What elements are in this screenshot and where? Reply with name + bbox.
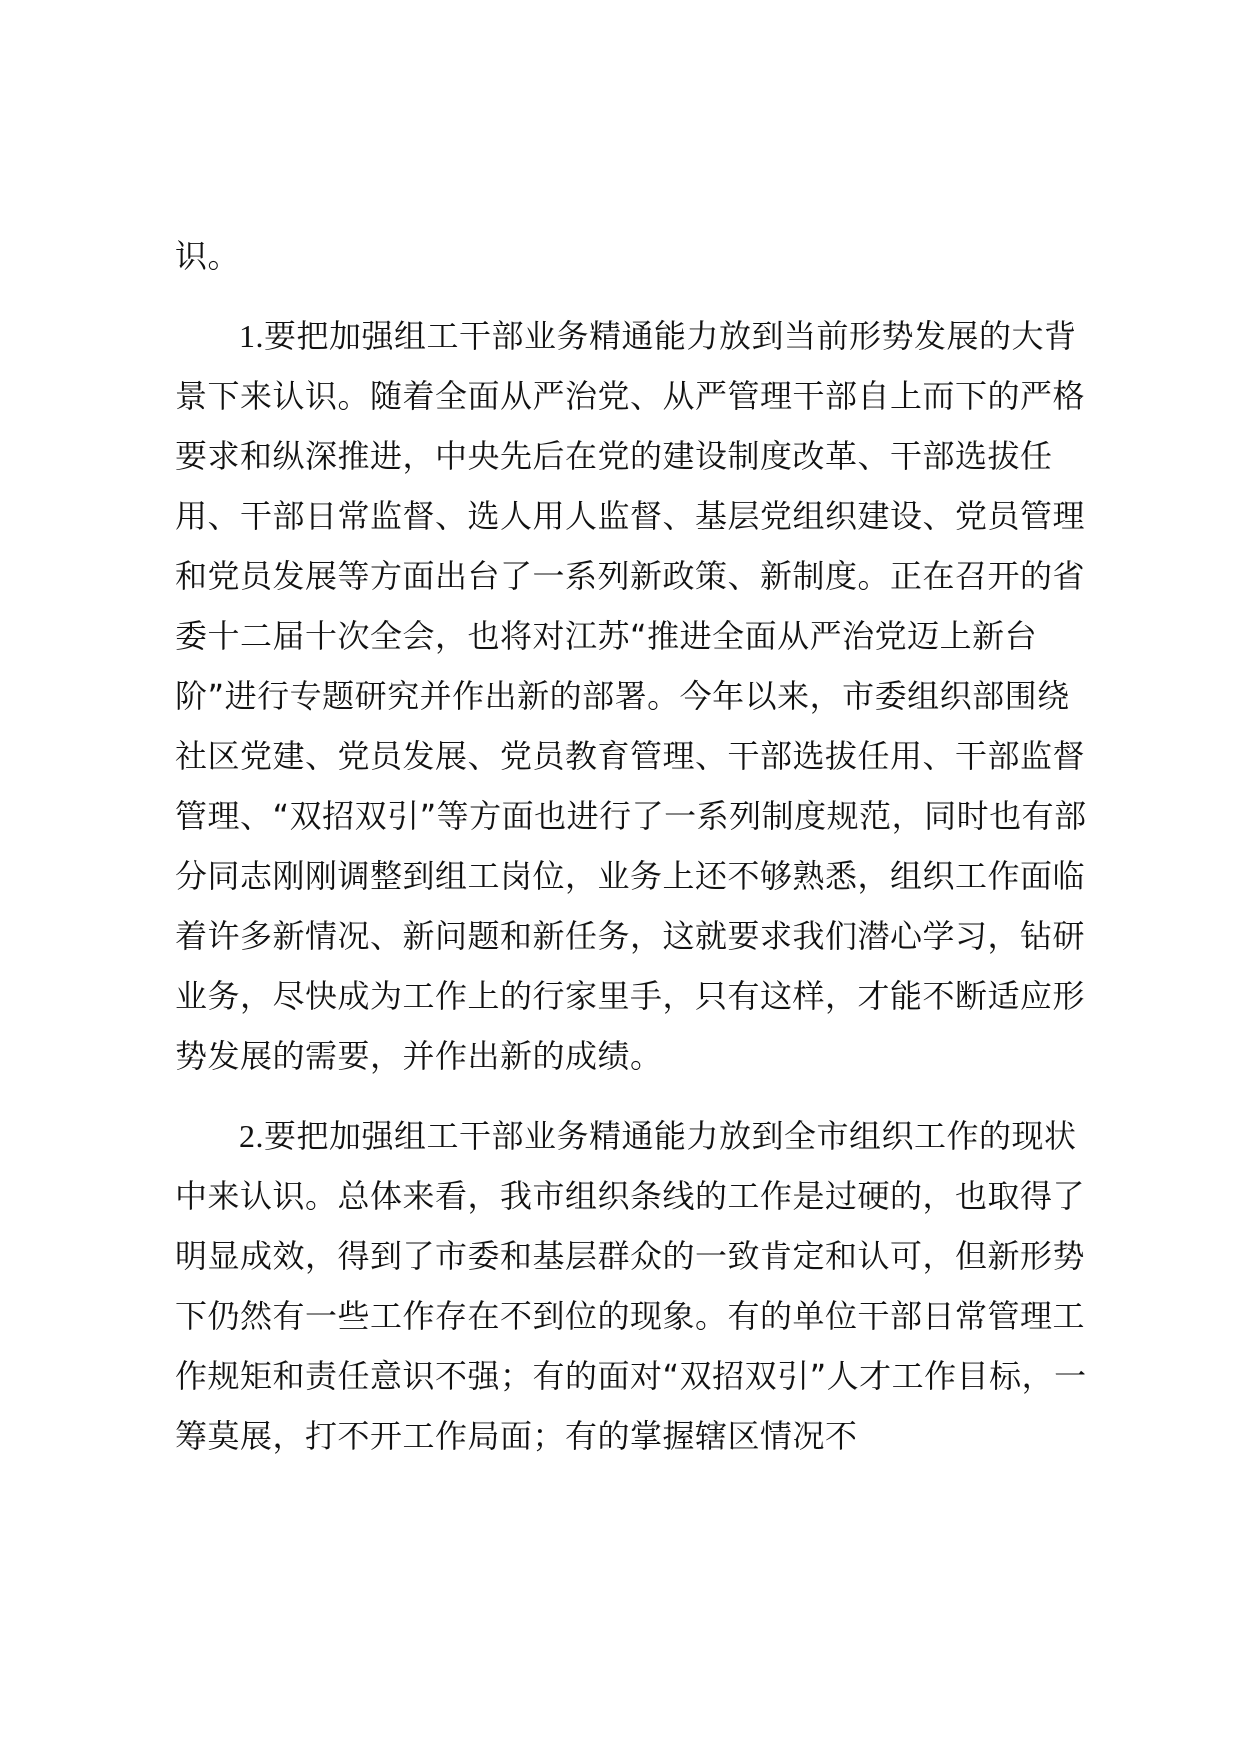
paragraph-1-text: 要把加强组工干部业务精通能力放到当前形势发展的大背景下来认识。随着全面从严治党、从严管理干部自上而下的严格要求和纵深推进，中央先后在党的建设制度改革、干部选拔任用、干部日常监督、选人用人监督、基层党组织建设、党员管理和党员发展等方面出台了一系列新政策、新制度。正在召开的省委十二届十次全会，也将对江苏“推进全面从严治党迈上新台阶”进行专题研究并作出新的部署。今年以来，市委组织部围绕社区党建、党员发展、党员教育管理、干部选拔任用、干部监督管理、“双招双引”等方面也进行了一系列制度规范，同时也有部分同志刚刚调整到组工岗位，业务上还不够熟悉，组织工作面临着许多新情况、新问题和新任务，这就要求我们潜心学习，钻研业务，尽快成为工作上的行家里手，只有这样，才能不断适应形势发展的需要，并作出新的成绩。 [175,317,1087,1075]
paragraph-1-number: 1. [239,318,264,354]
document-body [175,226,1100,1486]
paragraph-1 [175,306,1100,1086]
paragraph-2-text: 要把加强组工干部业务精通能力放到全市组织工作的现状中来认识。总体来看，我市组织条线的工作是过硬的，也取得了明显成效，得到了市委和基层群众的一致肯定和认可，但新形势下仍然有一些工作存在不到位的现象。有的单位干部日常管理工作规矩和责任意识不强；有的面对“双招双引”人才工作目标，一筹莫展，打不开工作局面；有的掌握辖区情况不 [175,1117,1087,1455]
continuation-text: 识。 [175,237,241,275]
paragraph-2-number: 2. [239,1118,264,1154]
paragraph-2 [175,1106,1100,1466]
